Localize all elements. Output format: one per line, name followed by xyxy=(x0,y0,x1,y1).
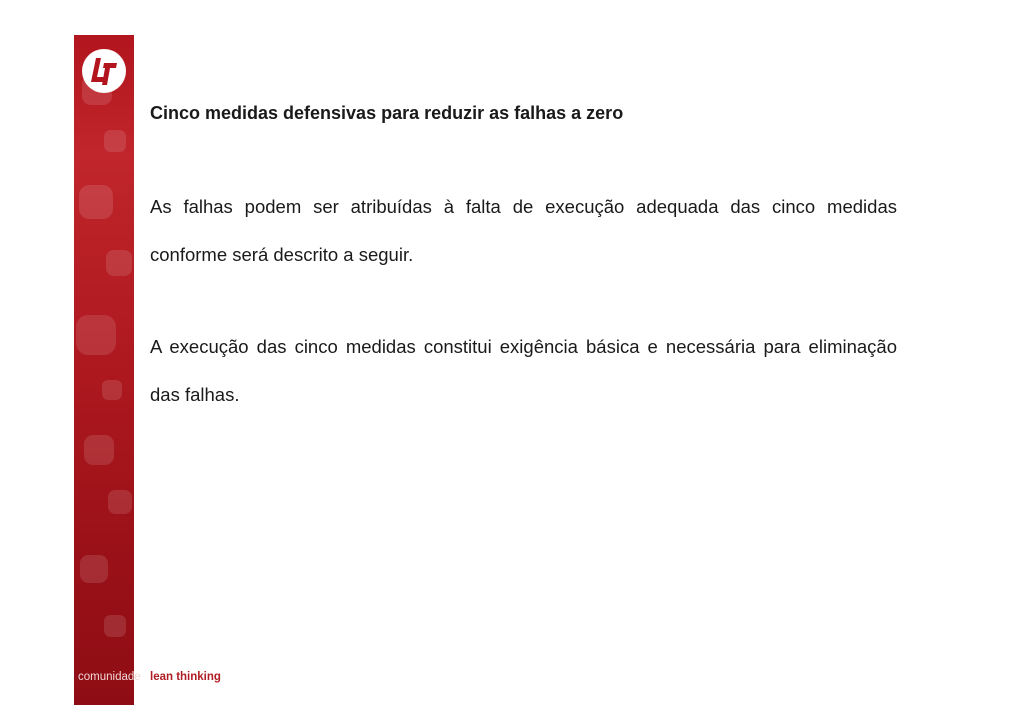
lean-institute-logo-icon xyxy=(80,47,128,95)
side-decorative-band xyxy=(74,35,141,705)
slide-title: Cinco medidas defensivas para reduzir as falhas a zero xyxy=(150,103,624,123)
paragraph-basic-requirement: A execução das cinco medidas constitui exigência básica e necessária para eliminação das falhas. xyxy=(150,336,897,405)
footer-community-label: comunidade xyxy=(78,671,141,683)
paragraph-failures-cause: As falhas podem ser atribuídas à falta de execução adequada das cinco medidas conforme será descrito a seguir. xyxy=(150,196,897,265)
footer-lean-thinking-label: lean thinking xyxy=(150,671,221,683)
